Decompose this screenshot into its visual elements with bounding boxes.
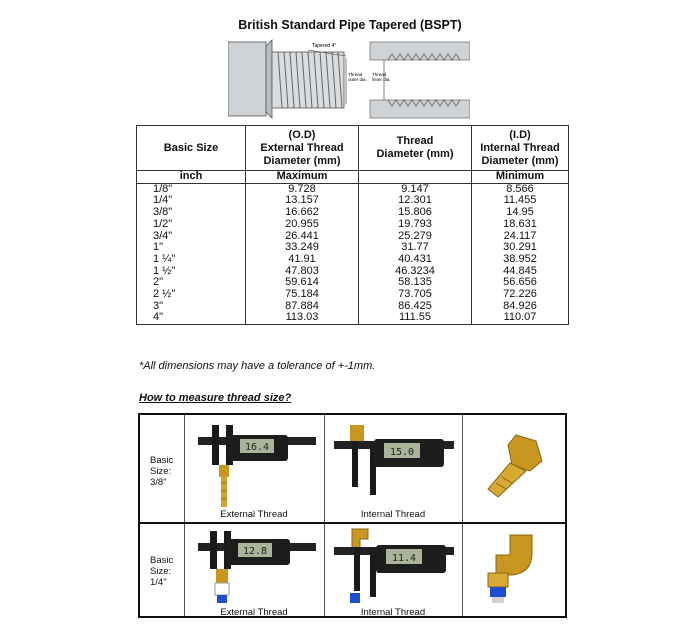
lcd-reading: 15.0	[389, 447, 415, 458]
internal-thread-drawing	[370, 42, 470, 118]
caption-internal-3-8: Internal Thread	[360, 509, 426, 520]
unit-thread	[359, 171, 472, 184]
table-row: 2 ½" 75.184 73.705 72.226	[137, 289, 569, 301]
brass-elbow-fitting	[480, 529, 552, 609]
table-row: 1/8" 9.728 9.147 8.566	[137, 183, 569, 195]
table-row: 1/4" 13.157 12.301 11.455	[137, 195, 569, 207]
lcd-reading: 16.4	[244, 442, 270, 453]
measurement-grid	[138, 413, 567, 618]
table-row: 1 ½" 47.803 46.3234 44.845	[137, 266, 569, 278]
outer-dia-label-1: Thread	[348, 72, 363, 77]
header-thread-diameter: Thread Diameter (mm)	[359, 126, 472, 171]
caliper-external-3-8	[192, 421, 320, 511]
table-row: 4" 113.03 111.55 110.07	[137, 312, 569, 324]
row-label-1-4: Basic Size: 1/4"	[150, 555, 174, 588]
table-row: 1/2" 20.955 19.793 18.631	[137, 219, 569, 231]
caption-external-1-4: External Thread	[220, 607, 288, 618]
measure-section-title: How to measure thread size?	[139, 392, 292, 404]
table-row: 1 ¼" 41.91 40.431 38.952	[137, 254, 569, 266]
thread-diagram	[228, 38, 470, 120]
caption-external-3-8: External Thread	[220, 509, 288, 520]
table-row: 1" 33.249 31.77 30.291	[137, 242, 569, 254]
table-row: 3" 87.884 86.425 84.926	[137, 301, 569, 313]
external-thread-drawing	[228, 40, 367, 118]
header-internal-diameter: (I.D) Internal Thread Diameter (mm)	[472, 126, 569, 171]
units-row	[137, 171, 569, 184]
header-basic-size: Basic Size	[137, 126, 246, 171]
unit-id: Minimum	[472, 171, 569, 184]
caliper-internal-3-8	[330, 421, 458, 511]
inner-dia-label-2: inner dia.	[372, 77, 391, 82]
bspt-dimension-table	[136, 125, 569, 325]
outer-dia-label-2: outer dia.	[348, 77, 367, 82]
row-label-3-8: Basic Size: 3/8"	[150, 455, 174, 488]
unit-od: Maximum	[246, 171, 359, 184]
table-row: 3/4" 26.441 25.279 24.117	[137, 231, 569, 243]
caliper-external-1-4	[192, 527, 320, 607]
tolerance-note: *All dimensions may have a tolerance of +-1mm.	[139, 360, 376, 372]
inner-dia-label-1: Thread	[372, 72, 387, 77]
table-row: 2" 59.614 58.135 56.656	[137, 277, 569, 289]
header-external-diameter: (O.D) External Thread Diameter (mm)	[246, 126, 359, 171]
unit-size: inch	[137, 171, 246, 184]
taper-label: Tapered 4°	[312, 43, 337, 49]
brass-hose-barb-fitting	[474, 427, 554, 511]
lcd-reading: 12.8	[242, 546, 268, 557]
caliper-internal-1-4	[330, 527, 458, 607]
table-row: 3/8" 16.662 15.806 14.95	[137, 207, 569, 219]
page-title: British Standard Pipe Tapered (BSPT)	[238, 18, 462, 32]
caption-internal-1-4: Internal Thread	[360, 607, 426, 618]
table-header-row	[137, 126, 569, 171]
lcd-reading: 11.4	[391, 553, 417, 564]
